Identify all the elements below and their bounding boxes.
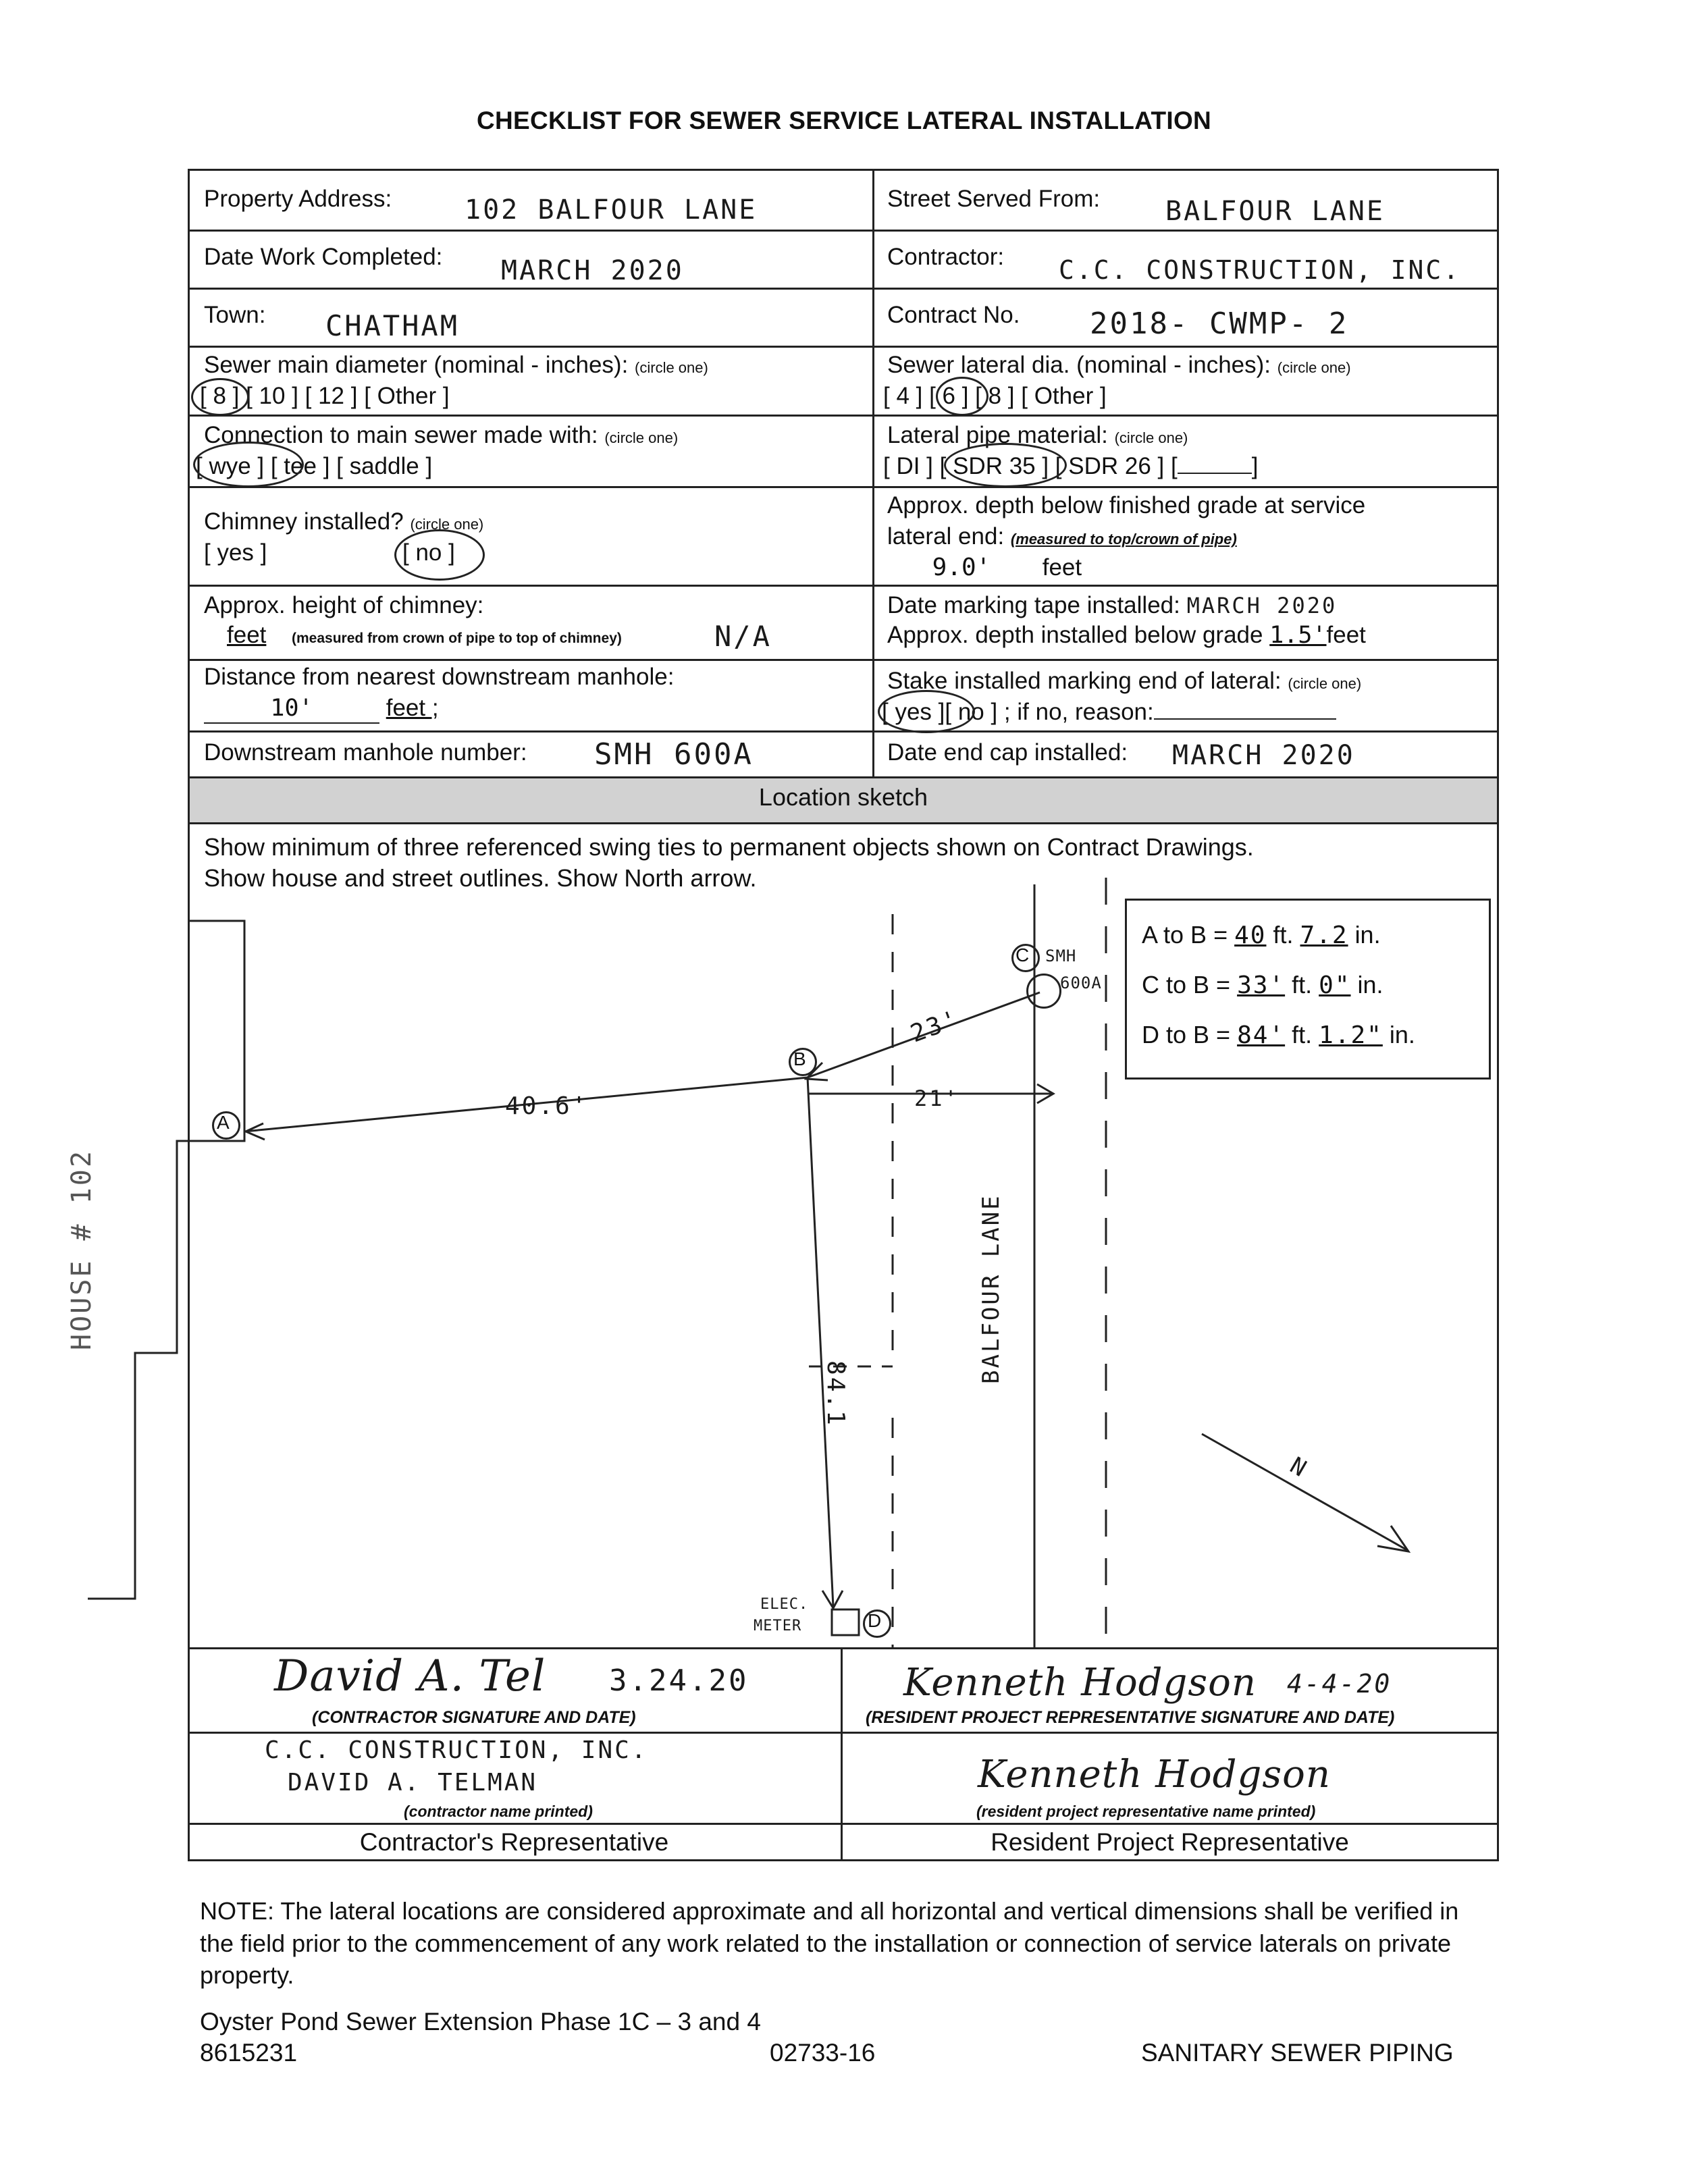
manhole-symbol [1026,974,1061,1009]
resident-signature-caption: (RESIDENT PROJECT REPRESENTATIVE SIGNATURE AND DATE) [866,1708,1395,1727]
resident-representative-label: Resident Project Representative [991,1828,1349,1856]
contractor-signature-caption: (CONTRACTOR SIGNATURE AND DATE) [312,1708,636,1727]
footer-section: 02733-16 [770,2039,876,2067]
sewer-main-options: [ 8 ] [ 10 ] [ 12 ] [ Other ] [200,383,450,409]
dimension-c-b: 23' [907,1005,964,1048]
circle-one-note: (circle one) [635,359,708,376]
point-a-label: A [217,1112,230,1133]
depth-note: (measured to top/crown of pipe) [1010,531,1237,548]
date-completed-label: Date Work Completed: [204,244,443,270]
circle-one-note: (circle one) [1288,675,1362,692]
town-value: CHATHAM [325,309,460,342]
chimney-height-note: (measured from crown of pipe to top of chimney) [292,631,622,646]
sketch-instructions-line1: Show minimum of three referenced swing ties to permanent objects shown on Contract Drawings. [204,833,1254,861]
depth-label-line1: Approx. depth below finished grade at service [887,492,1366,518]
property-address-value: 102 BALFOUR LANE [465,194,758,225]
smh-label-line1: SMH [1045,947,1077,965]
contractor-label: Contractor: [887,244,1005,270]
distance-value: 10' [204,695,379,724]
resident-signature-date: 4-4-20 [1287,1669,1392,1699]
footer-project: Oyster Pond Sewer Extension Phase 1C – 3 and 4 [200,2008,761,2035]
depth-label-line2: lateral end: (measured to top/crown of pipe) [887,523,1237,550]
tape-date-value: MARCH 2020 [1186,593,1338,618]
house-label: HOUSE # 102 [66,1149,97,1350]
town-label: Town: [204,302,266,328]
swing-ties-box [1125,899,1491,1080]
circle-one-note: (circle one) [410,516,484,533]
street-served-label: Street Served From: [887,186,1101,212]
tape-depth-label: Approx. depth installed below grade 1.5'feet [887,622,1366,649]
elec-meter-label-line1: ELEC. [760,1596,809,1613]
chimney-height-feet: feet [227,622,267,648]
end-cap-value: MARCH 2020 [1172,740,1355,771]
point-c-label: C [1016,944,1030,965]
date-completed-value: MARCH 2020 [501,255,684,286]
contractor-value: C.C. CONSTRUCTION, INC. [1059,255,1461,285]
contractor-name-line2: DAVID A. TELMAN [288,1769,538,1796]
contractor-name-caption: (contractor name printed) [404,1803,593,1820]
distance-value-line: 10' feet ; [204,694,439,724]
street-name-label: BALFOUR LANE [978,1194,1005,1384]
dimension-d-b: 84.1 [821,1360,849,1427]
smh-label-line2: 600A [1060,974,1102,992]
point-d-label: D [868,1610,882,1631]
manhole-label: Downstream manhole number: [204,739,527,766]
footer-section-title: SANITARY SEWER PIPING [1141,2039,1454,2067]
sketch-instructions-line2: Show house and street outlines. Show North arrow. [204,864,757,892]
page-title: CHECKLIST FOR SEWER SERVICE LATERAL INSTALLATION [476,107,1212,134]
pipe-material-options: [ DI ] [ SDR 35 ] [ SDR 26 ] [ ] [883,453,1259,479]
footer-number: 8615231 [200,2039,298,2067]
location-sketch-header: Location sketch [758,783,928,811]
resident-name-printed: Kenneth Hodgson [978,1753,1331,1796]
resident-signature: Kenneth Hodgson [903,1661,1257,1705]
tie-a-to-b: A to B = 40 ft. 7.2 in. [1142,921,1381,949]
connection-label: Connection to main sewer made with: (circle one) [204,422,679,448]
elec-meter-label-line2: METER [754,1618,802,1634]
stake-options: [ yes ][ no ] ; if no, reason: [882,698,1336,726]
stake-label: Stake installed marking end of lateral: (circle one) [887,668,1362,694]
chimney-no-option: [ no ] [402,539,455,566]
contractor-representative-label: Contractor's Representative [359,1828,669,1856]
sewer-lateral-options: [ 4 ] [ 6 ] [ 8 ] [ Other ] [883,383,1107,409]
property-address-label: Property Address: [204,186,392,212]
street-served-value: BALFOUR LANE [1165,196,1385,227]
circle-one-note: (circle one) [1277,359,1351,376]
depth-value: 9.0' [932,554,991,581]
dimension-21: 21' [914,1086,959,1111]
tape-date-label: Date marking tape installed: MARCH 2020 [887,592,1338,618]
stake-yes-option: [ yes ] [882,699,945,725]
tape-depth-value: 1.5' [1269,622,1327,649]
end-cap-label: Date end cap installed: [887,739,1128,766]
tie-d-to-b: D to B = 84' ft. 1.2" in. [1142,1021,1415,1049]
circle-one-note: (circle one) [1114,429,1188,446]
depth-value-line: 9.0' feet [887,554,1082,582]
contract-no-label: Contract No. [887,302,1020,328]
contractor-signature-date: 3.24.20 [609,1663,749,1698]
chimney-height-value: N/A [714,620,772,653]
pipe-material-label: Lateral pipe material: (circle one) [887,422,1188,448]
contractor-name-line1: C.C. CONSTRUCTION, INC. [265,1736,648,1764]
tie-c-to-b: C to B = 33' ft. 0" in. [1142,971,1383,999]
manhole-value: SMH 600A [594,737,754,772]
circle-one-note: (circle one) [604,429,679,446]
connection-options: [ wye ] [ tee ] [ saddle ] [196,453,433,479]
disclaimer-note: NOTE: The lateral locations are considered approximate and all horizontal and vertical dimensions shall be verified in the field prior to the commencement of any work related to the installation or connection of service laterals on private property. [200,1897,1459,1990]
chimney-yes-option: [ yes ] [204,539,267,566]
chimney-height-label: Approx. height of chimney: [204,592,484,618]
point-b-label: B [793,1048,806,1069]
resident-name-caption: (resident project representative name printed) [976,1803,1316,1820]
north-label: N [1285,1451,1313,1484]
dimension-a-b: 40.6' [505,1092,589,1120]
chimney-label: Chimney installed? (circle one) [204,508,484,535]
contract-no-value: 2018- CWMP- 2 [1090,307,1349,341]
distance-label: Distance from nearest downstream manhole: [204,664,675,690]
sewer-lateral-label: Sewer lateral dia. (nominal - inches): (circle one) [887,352,1351,378]
sewer-main-label: Sewer main diameter (nominal - inches): (circle one) [204,352,708,378]
contractor-signature: David A. Tel [274,1651,546,1701]
